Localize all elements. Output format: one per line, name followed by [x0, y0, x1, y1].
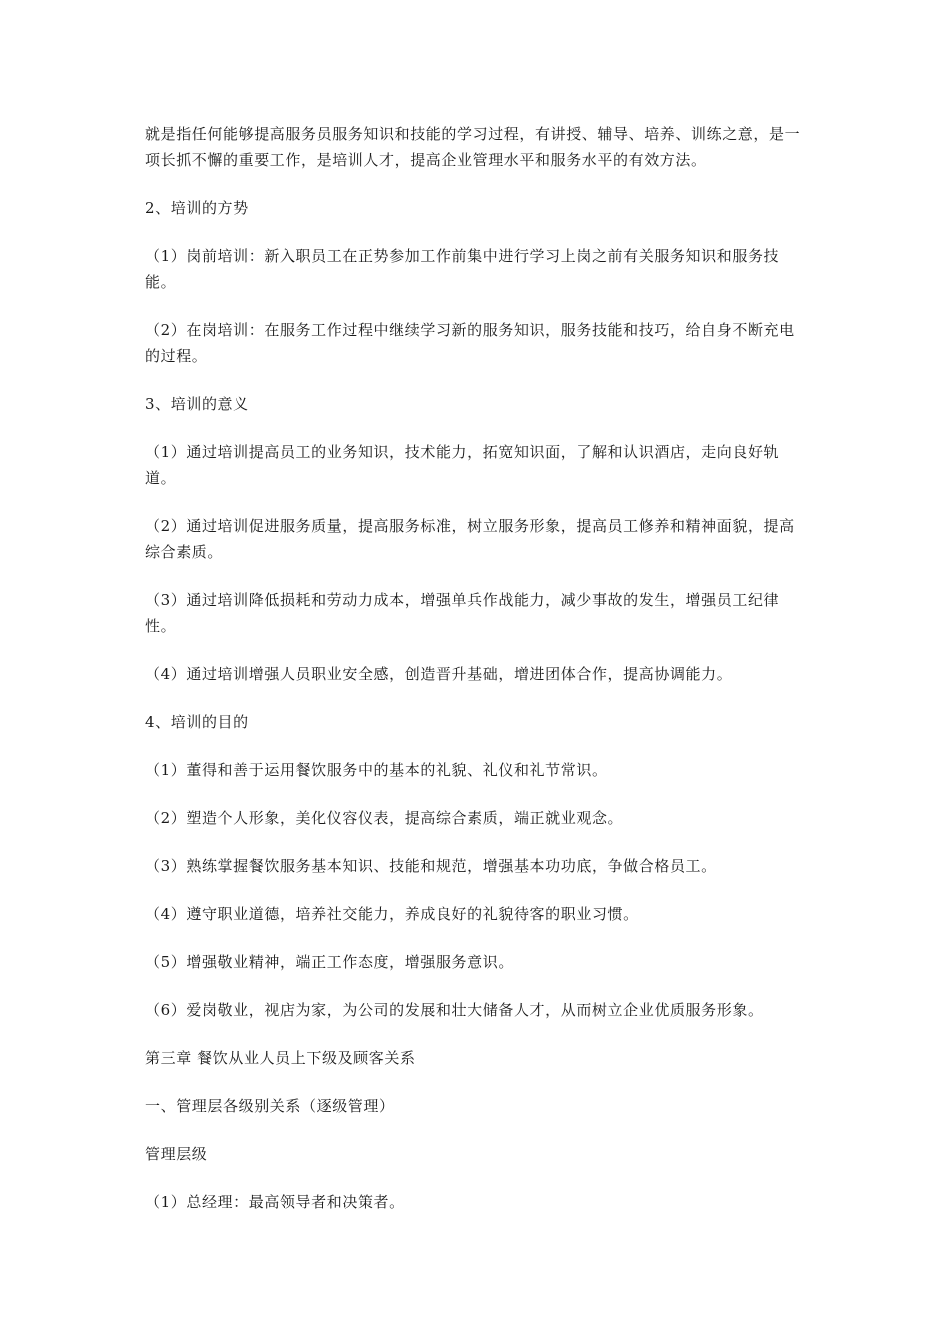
list-item: （1）通过培训提高员工的业务知识，技术能力，拓宽知识面，了解和认识酒店，走向良好轨道。 — [145, 443, 780, 487]
list-item: （3）熟练掌握餐饮服务基本知识、技能和规范，增强基本功功底，争做合格员工。 — [145, 857, 717, 875]
section-heading-management-levels: 一、管理层各级别关系（逐级管理） — [145, 1097, 395, 1115]
list-item: （1）董得和善于运用餐饮服务中的基本的礼貌、礼仪和礼节常识。 — [145, 761, 608, 779]
list-item: （2）塑造个人形象，美化仪容仪表，提高综合素质，端正就业观念。 — [145, 809, 624, 827]
section-heading-training-purpose: 4、培训的目的 — [145, 713, 249, 731]
section-heading-training-significance: 3、培训的意义 — [145, 395, 249, 413]
list-item: （2）通过培训促进服务质量，提高服务标准，树立服务形象，提高员工修养和精神面貌，提高综合素质。 — [145, 517, 795, 561]
list-item: （6）爱岗敬业，视店为家，为公司的发展和壮大储备人才，从而树立企业优质服务形象。 — [145, 1001, 764, 1019]
list-item: （3）通过培训降低损耗和劳动力成本，增强单兵作战能力，减少事故的发生，增强员工纪律性。 — [145, 591, 780, 635]
chapter-heading: 第三章 餐饮从业人员上下级及顾客关系 — [145, 1049, 416, 1067]
list-item: （4）通过培训增强人员职业安全感，创造晋升基础，增进团体合作，提高协调能力。 — [145, 665, 733, 683]
list-item: （2）在岗培训：在服务工作过程中继续学习新的服务知识，服务技能和技巧，给自身不断充电的过程。 — [145, 321, 795, 365]
list-item: （5）增强敬业精神，端正工作态度，增强服务意识。 — [145, 953, 514, 971]
subheading-management-hierarchy: 管理层级 — [145, 1145, 208, 1163]
list-item: （1）总经理：最高领导者和决策者。 — [145, 1193, 405, 1211]
list-item: （1）岗前培训：新入职员工在正势参加工作前集中进行学习上岗之前有关服务知识和服务技能。 — [145, 247, 780, 291]
section-heading-training-methods: 2、培训的方势 — [145, 199, 249, 217]
intro-paragraph: 就是指任何能够提高服务员服务知识和技能的学习过程，有讲授、辅导、培养、训练之意，是一项长抓不懈的重要工作，是培训人才，提高企业管理水平和服务水平的有效方法。 — [145, 125, 801, 169]
document-page — [145, 121, 810, 1237]
list-item: （4）遵守职业道德，培养社交能力，养成良好的礼貌待客的职业习惯。 — [145, 905, 639, 923]
